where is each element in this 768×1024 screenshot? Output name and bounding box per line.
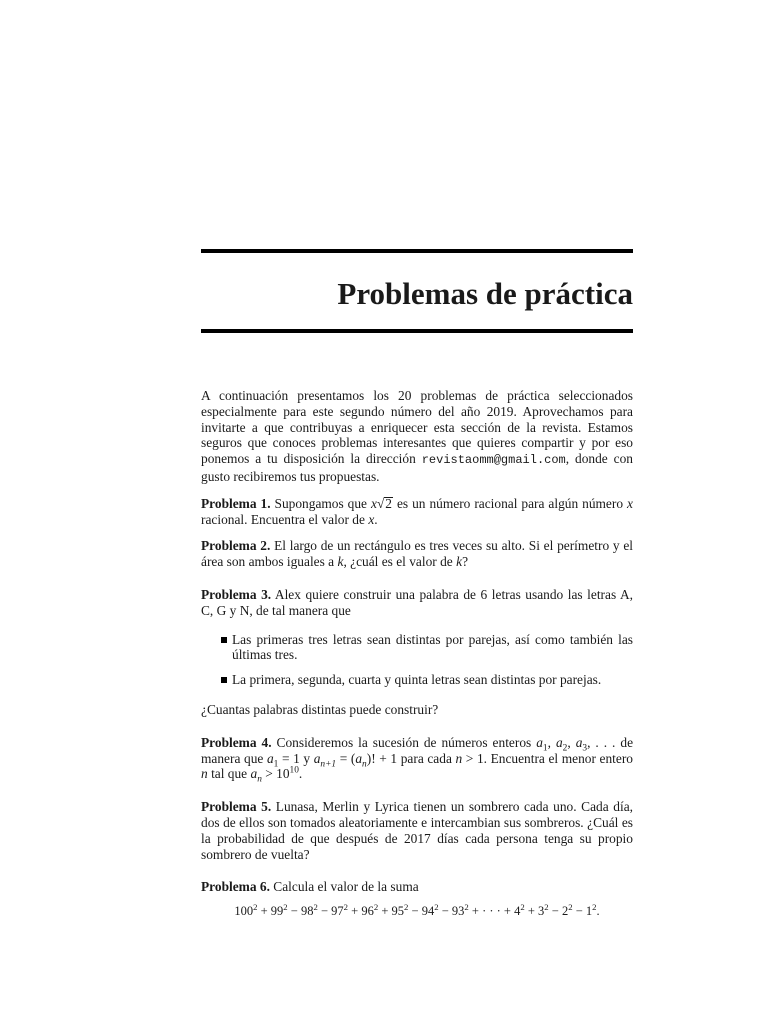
sqrt-argument: 2 <box>385 495 392 511</box>
formula-operator: − <box>438 904 452 919</box>
problem-label: Problema 5. <box>201 799 272 815</box>
formula-exponent: 2 <box>434 901 439 912</box>
formula-operator: − <box>548 904 562 919</box>
math-subscript: n <box>362 759 367 770</box>
formula-exponent: 2 <box>404 901 409 912</box>
bullet-square-icon <box>221 637 227 643</box>
problem-1 <box>201 496 633 528</box>
problem-3-question: ¿Cuantas palabras distintas puede construir? <box>201 701 439 717</box>
math-number: 2017 <box>403 830 431 846</box>
formula-operator: + <box>348 904 362 919</box>
math-expression: = 1 <box>278 750 300 766</box>
problem-4 <box>201 734 634 786</box>
bottom-rule <box>201 329 633 333</box>
math-var: a <box>313 750 321 766</box>
math-expression: = ( <box>336 750 356 766</box>
formula-base: 96 <box>361 904 374 919</box>
math-var: x <box>627 495 633 511</box>
formula-base: 93 <box>451 904 465 919</box>
problem-text: Consideremos la sucesión de números enteros <box>276 734 532 750</box>
sqrt-symbol: √ <box>376 495 385 511</box>
math-var: a <box>250 766 258 782</box>
formula-operator: + <box>257 904 271 919</box>
punctuation: , <box>567 734 571 750</box>
problem-label: Problema 2. <box>201 538 271 554</box>
formula-exponent: 2 <box>592 901 597 912</box>
top-rule <box>201 249 633 253</box>
problem-text: de manera que <box>201 734 634 766</box>
punctuation: , <box>547 734 551 750</box>
math-subscript: 3 <box>582 743 588 754</box>
formula-base: 4 <box>514 904 521 919</box>
formula-base: 95 <box>391 904 405 919</box>
problem-label: Problema 4. <box>201 734 272 750</box>
math-subscript: n+1 <box>320 759 337 770</box>
formula-base: 94 <box>421 904 435 919</box>
formula-operator: . <box>596 904 600 919</box>
formula-operator: − <box>287 904 301 919</box>
math-number: 6 <box>480 586 488 602</box>
formula-operator: + <box>378 904 392 919</box>
math-var: n <box>201 766 208 782</box>
math-var: x <box>370 495 377 511</box>
punctuation: ? <box>462 554 469 570</box>
formula-exponent: 2 <box>373 901 379 912</box>
email-address: revistaomm@gmail.com <box>421 453 566 468</box>
formula-exponent: 2 <box>520 901 525 912</box>
formula-exponent: 2 <box>568 901 573 912</box>
problem-text: Lunasa, Merlin y Lyrica tienen un sombrero cada uno. Cada día, dos de ellos son tomados aleatoriamente e intercambian sus sombreros. ¿Cuál es la probabilidad de que después de <box>201 799 633 846</box>
intro-text-end: , donde con gusto recibiremos tus propuestas. <box>201 451 633 484</box>
math-var: a <box>536 734 543 750</box>
formula-exponent: 2 <box>343 901 349 912</box>
punctuation: . <box>298 766 303 782</box>
problem-label: Problema 6. <box>201 879 270 895</box>
document-body <box>201 388 633 931</box>
bullet-list <box>201 632 633 688</box>
punctuation: . <box>374 511 378 527</box>
formula-exponent: 2 <box>544 901 549 912</box>
formula-exponent: 2 <box>464 901 469 912</box>
math-var: a <box>555 734 563 750</box>
list-item-text: Las primeras tres letras sean distintas por parejas, así como también las últimas tres. <box>232 631 633 663</box>
problem-text: racional. Encuentra el valor de <box>201 511 365 527</box>
math-var: x <box>368 511 375 527</box>
formula-exponent: 2 <box>253 901 258 912</box>
math-superscript: 10 <box>289 765 299 776</box>
math-var: n <box>455 750 463 766</box>
problem-text: y <box>303 750 311 766</box>
ellipsis: , . . . <box>587 734 616 750</box>
formula-exponent: 2 <box>283 901 288 912</box>
problem-2 <box>201 538 633 570</box>
formula-base: 3 <box>538 904 545 919</box>
formula-base: 97 <box>331 904 344 919</box>
math-subscript: 2 <box>562 743 568 754</box>
problem-text: , ¿cuál es el valor de <box>343 554 453 570</box>
formula-operator: − <box>572 904 586 919</box>
math-subscript: 1 <box>542 743 548 754</box>
formula-base: 1 <box>585 904 593 919</box>
sum-formula <box>201 901 633 920</box>
list-item-text: La primera, segunda, cuarta y quinta letras sean distintas por parejas. <box>232 672 602 688</box>
problem-text: para cada <box>400 750 452 766</box>
formula-base: 99 <box>270 904 284 919</box>
formula-exponent: 2 <box>313 901 318 912</box>
formula-operator: + · · · + <box>468 904 515 919</box>
page-title: Problemas de práctica <box>337 276 633 311</box>
bullet-square-icon <box>221 677 227 683</box>
math-var: k <box>456 554 463 570</box>
problem-text: El largo de un rectángulo es tres veces su alto. Si el perímetro y el área son ambos iguales a <box>201 538 633 570</box>
problem-text: días cada persona tenga su propio sombrero de vuelta? <box>201 830 633 862</box>
problem-text: tal que <box>211 766 248 782</box>
math-var: k <box>337 554 344 570</box>
problem-text: . Encuentra el menor entero <box>483 750 633 766</box>
formula-operator: + <box>524 904 539 919</box>
math-var: a <box>355 750 363 766</box>
math-expression: > 10 <box>261 766 290 782</box>
math-expression: )! + 1 <box>366 750 398 766</box>
problem-text: Supongamos que <box>274 495 368 511</box>
formula-base: 100 <box>234 904 254 919</box>
problem-text: Alex quiere construir una palabra de <box>274 586 477 602</box>
formula-base: 2 <box>561 904 569 919</box>
problem-6 <box>201 879 633 895</box>
problem-label: Problema 1. <box>201 495 271 511</box>
problem-3 <box>201 587 633 619</box>
math-expression: > 1 <box>462 750 484 766</box>
formula-operator: − <box>408 904 422 919</box>
list-item <box>201 632 633 664</box>
problem-text: Calcula el valor de la suma <box>273 879 419 895</box>
problem-text: es un número racional para algún número <box>396 495 624 511</box>
problem-text: letras usando las letras A, C, G y N, de tal manera que <box>201 586 633 618</box>
intro-text: A continuación presentamos los 20 problemas de práctica seleccionados especialmente para este segundo número del año 2019. Aprovechamos para invitarte a que contribuyas a enriquecer esta sección de la revista. Estamos seguros que conoces problemas interesantes que quieres compartir y por eso ponemos a tu disposición la dirección <box>201 388 633 467</box>
list-item <box>201 672 633 688</box>
math-subscript: n <box>257 775 262 786</box>
formula-base: 98 <box>300 904 314 919</box>
formula-operator: − <box>317 904 332 919</box>
math-subscript: 1 <box>273 759 279 770</box>
problem-5 <box>201 799 633 862</box>
problem-label: Problema 3. <box>201 586 272 602</box>
math-var: a <box>266 750 274 766</box>
math-var: a <box>575 734 583 750</box>
intro-paragraph <box>201 388 633 485</box>
